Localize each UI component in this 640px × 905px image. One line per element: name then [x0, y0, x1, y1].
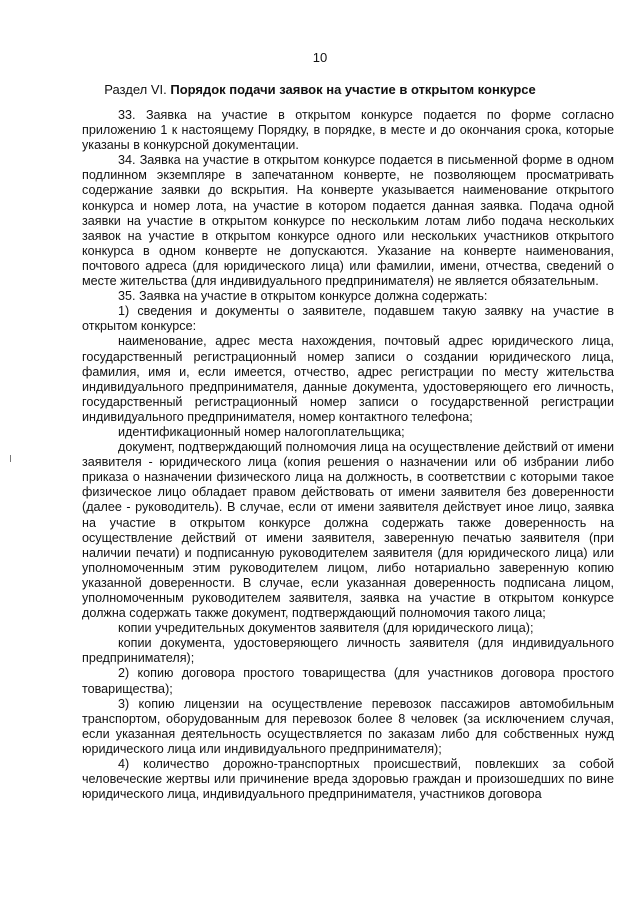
document-body [82, 108, 614, 802]
paragraph-34: 34. Заявка на участие в открытом конкурсе подается в письменной форме в одном подлинном экземпляре в запечатанном конверте, не позволяющем просматривать содержание заявки до вскрытия. На конверте указывается наименование открытого конкурса и номер лота, на участие в котором подается данная заявка. Подача одной заявки на участие в открытом конкурсе по нескольким лотам либо подача нескольких заявок на участие в открытом конкурсе одного или нескольких участников открытого конкурса в одном конверте не допускаются. Указание на конверте наименования, почтового адреса (для юридического лица) или фамилии, имени, отчества, сведений о месте жительства (для индивидуального предпринимателя) не является обязательным. [82, 153, 614, 289]
item-1-inn: идентификационный номер налогоплательщика; [118, 424, 405, 439]
item-4: 4) количество дорожно-транспортных происшествий, повлекших за собой человеческие жертвы или причинение вреда здоровью граждан и произошедших по вине юридического лица, индивидуального предпринимателя, участников договора [82, 757, 614, 802]
item-1: 1) сведения и документы о заявителе, подавшем такую заявку на участие в открытом конкурсе: [82, 304, 614, 334]
item-1-charter-copies: копии учредительных документов заявителя (для юридического лица); [118, 621, 534, 636]
paragraph-33: 33. Заявка на участие в открытом конкурсе подается по форме согласно приложению 1 к настоящему Порядку, в порядке, в месте и до окончания срока, которые указаны в конкурсной документации. [82, 108, 614, 153]
item-1-authority-document: документ, подтверждающий полномочия лица на осуществление действий от имени заявителя - юридического лица (копия решения о назначении или об избрании либо приказа о назначении физического лица на должность, в соответствии с которыми такое физическое лицо обладает правом действовать от имени заявителя без доверенности (далее - руководитель). В случае, если от имени заявителя действует иное лицо, заявка на участие в открытом конкурсе должна содержать также доверенность на осуществление действий от имени заявителя, заверенную печатью заявителя (при наличии печати) и подписанную руководителем заявителя (для юридического лица) или уполномоченным этим руководителем лицом, либо нотариально заверенную копию указанной доверенности. В случае, если указанная доверенность подписана лицом, уполномоченным руководителем заявителя, заявка на участие в открытом конкурсе должна содержать также документ, подтверждающий полномочия такого лица; [82, 440, 614, 621]
item-1-identity-copies: копии документа, удостоверяющего личность заявителя (для индивидуального предпринимателя); [82, 636, 614, 666]
item-1-name-address: наименование, адрес места нахождения, почтовый адрес юридического лица, государственный регистрационный номер записи о создании юридического лица, фамилия, имя и, если имеется, отчество, адрес регистрации по месту жительства индивидуального предпринимателя, данные документа, удостоверяющего его личность, государственный регистрационный номер записи о государственной регистрации индивидуального предпринимателя, номер контактного телефона; [82, 334, 614, 424]
item-3: 3) копию лицензии на осуществление перевозок пассажиров автомобильным транспортом, оборудованным для перевозок более 8 человек (за исключением случая, если указанная деятельность осуществляется по заказам либо для собственных нужд юридического лица или индивидуального предпринимателя); [82, 696, 614, 756]
paragraph-35: 35. Заявка на участие в открытом конкурсе должна содержать: [118, 289, 488, 304]
section-title: Порядок подачи заявок на участие в открытом конкурсе [170, 82, 536, 97]
item-2: 2) копию договора простого товарищества (для участников договора простого товарищества); [82, 666, 614, 696]
section-prefix: Раздел VI. [104, 82, 167, 97]
page-number: 10 [312, 50, 328, 65]
margin-mark [10, 455, 11, 462]
section-heading [0, 82, 640, 97]
